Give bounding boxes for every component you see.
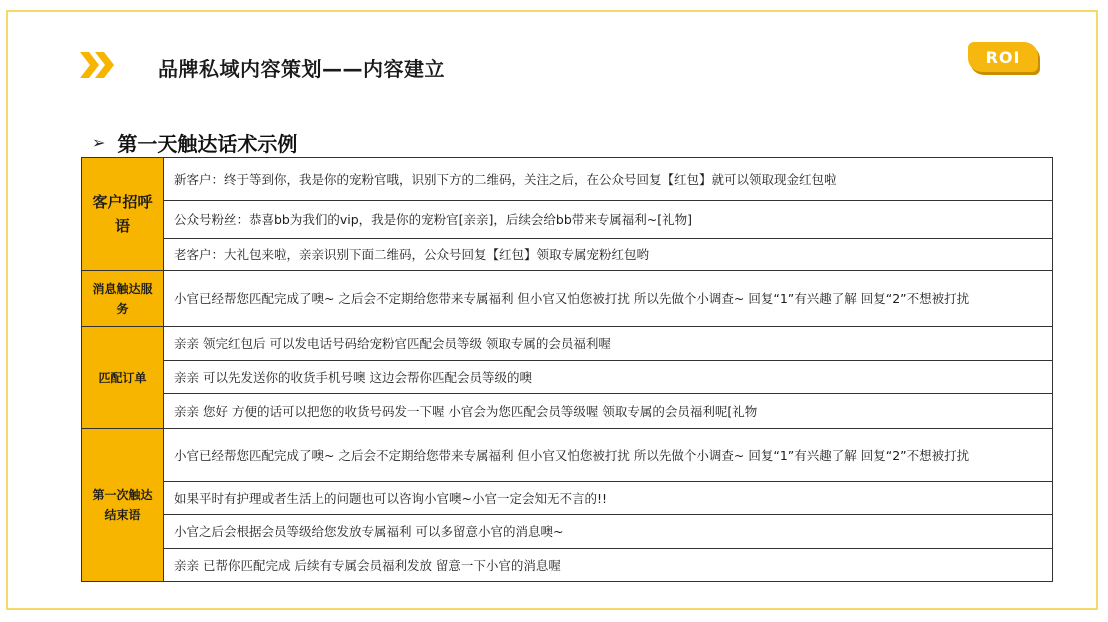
table-row	[82, 515, 1053, 549]
table-row	[82, 361, 1053, 394]
script-table	[81, 157, 1053, 582]
category-cell: 第一次触达结束语	[82, 429, 164, 582]
table-row	[82, 429, 1053, 482]
message-cell: 小官之后会根据会员等级给您发放专属福利 可以多留意小官的消息噢~	[164, 515, 1053, 549]
table-row	[82, 239, 1053, 271]
roi-logo: ROI	[968, 42, 1038, 72]
section-heading	[92, 128, 297, 157]
message-cell: 公众号粉丝：恭喜bb为我们的vip，我是你的宠粉官[亲亲]，后续会给bb带来专属福利~[礼物]	[164, 201, 1053, 239]
message-cell: 亲亲 领完红包后 可以发电话号码给宠粉官匹配会员等级 领取专属的会员福利喔	[164, 327, 1053, 361]
message-cell: 亲亲 可以先发送你的收货手机号噢 这边会帮你匹配会员等级的噢	[164, 361, 1053, 394]
category-cell: 消息触达服务	[82, 271, 164, 327]
section-title: 第一天触达话术示例	[117, 132, 298, 156]
message-cell: 老客户：大礼包来啦，亲亲识别下面二维码，公众号回复【红包】领取专属宠粉红包哟	[164, 239, 1053, 271]
message-cell: 小官已经帮您匹配完成了噢~ 之后会不定期给您带来专属福利 但小官又怕您被打扰 所以先做个小调查~ 回复“1”有兴趣了解 回复“2”不想被打扰	[164, 271, 1053, 327]
message-cell: 小官已经帮您匹配完成了噢~ 之后会不定期给您带来专属福利 但小官又怕您被打扰 所以先做个小调查~ 回复“1”有兴趣了解 回复“2”不想被打扰	[164, 429, 1053, 482]
category-cell: 客户招呼语	[82, 158, 164, 271]
table-row	[82, 327, 1053, 361]
message-cell: 亲亲 已帮你匹配完成 后续有专属会员福利发放 留意一下小官的消息喔	[164, 549, 1053, 582]
page-title: 品牌私域内容策划——内容建立	[158, 57, 445, 81]
message-cell: 亲亲 您好 方便的话可以把您的收货号码发一下喔 小官会为您匹配会员等级喔 领取专属的会员福利呢[礼物	[164, 394, 1053, 429]
message-cell: 如果平时有护理或者生活上的问题也可以咨询小官噢~小官一定会知无不言的!!	[164, 482, 1053, 515]
arrow-bullet-icon: ➢	[92, 133, 106, 152]
message-cell: 新客户：终于等到你，我是你的宠粉官哦，识别下方的二维码，关注之后，在公众号回复【红包】就可以领取现金红包啦	[164, 158, 1053, 201]
category-cell: 匹配订单	[82, 327, 164, 429]
table-row	[82, 482, 1053, 515]
double-chevron-icon	[78, 50, 118, 80]
table-row	[82, 201, 1053, 239]
table-row	[82, 549, 1053, 582]
table-row	[82, 394, 1053, 429]
table-row	[82, 271, 1053, 327]
table-row	[82, 158, 1053, 201]
